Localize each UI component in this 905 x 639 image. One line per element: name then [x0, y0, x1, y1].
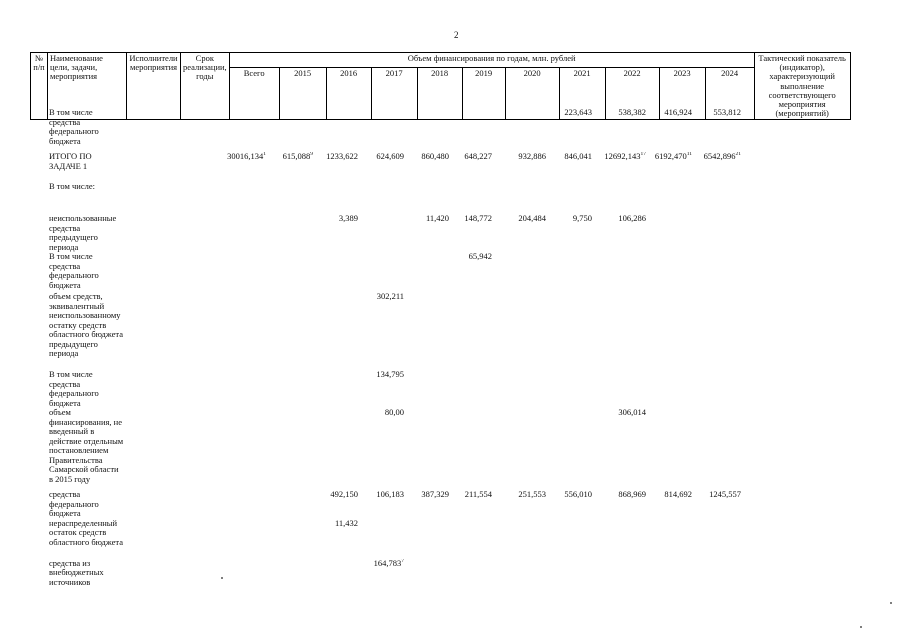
- year-value-cell: [270, 214, 317, 252]
- year-value-cell: [696, 214, 745, 252]
- year-value-cell-value: 11,420: [425, 214, 449, 223]
- year-value-cell: [362, 252, 408, 292]
- term-cell: [180, 108, 220, 152]
- total-cell: [220, 152, 270, 182]
- year-value-cell-value: 553,812: [713, 108, 741, 117]
- year-value-cell-value: 615,088: [282, 152, 311, 161]
- header-year: 2020: [505, 68, 559, 120]
- year-value-cell: [696, 252, 745, 292]
- row-number-cell: [30, 292, 47, 370]
- year-value-cell: [596, 214, 650, 252]
- year-value-cell: [550, 559, 596, 599]
- footnote-mark: 7: [401, 558, 404, 564]
- row-label-value: неиспользованные средства предыдущего периода: [49, 214, 117, 252]
- year-value-cell: [550, 252, 596, 292]
- year-value-cell: [453, 214, 496, 252]
- table-row: [30, 490, 841, 519]
- year-value-cell: [496, 408, 550, 490]
- year-value-cell: [270, 292, 317, 370]
- term-cell: [180, 519, 220, 559]
- year-value-cell: [270, 490, 317, 519]
- footnote-mark: 9: [310, 152, 313, 157]
- year-value-cell-value: 12692,143: [604, 152, 641, 161]
- year-value-cell: [496, 559, 550, 599]
- year-value-cell: [408, 292, 453, 370]
- header-year: 2018: [417, 68, 462, 120]
- row-number-cell: [30, 490, 47, 519]
- year-value-cell-value: 106,286: [618, 214, 646, 223]
- year-value-cell: [596, 370, 650, 408]
- year-value-cell-value: 538,382: [618, 108, 646, 117]
- table-row: [30, 108, 841, 152]
- indicator-cell: [745, 214, 841, 252]
- total-cell: [220, 252, 270, 292]
- year-value-cell: [317, 182, 362, 214]
- year-value-cell: [596, 252, 650, 292]
- year-value-cell: [650, 370, 696, 408]
- year-value-cell: [696, 408, 745, 490]
- year-value-cell: [317, 559, 362, 599]
- year-value-cell: [496, 182, 550, 214]
- executor-cell: [126, 370, 180, 408]
- year-value-cell: [317, 490, 362, 519]
- year-value-cell: [596, 292, 650, 370]
- year-value-cell: [408, 559, 453, 599]
- row-label: [47, 108, 126, 152]
- term-cell: [180, 252, 220, 292]
- year-value-cell: [317, 519, 362, 559]
- year-value-cell-value: 860,480: [421, 152, 449, 161]
- indicator-cell: [745, 490, 841, 519]
- year-value-cell: [408, 519, 453, 559]
- year-value-cell: [696, 370, 745, 408]
- row-number-cell: [30, 108, 47, 152]
- year-value-cell: [496, 292, 550, 370]
- year-value-cell: [270, 182, 317, 214]
- year-value-cell: [362, 214, 408, 252]
- table-row: [30, 519, 841, 559]
- year-value-cell-value: 65,942: [468, 252, 492, 262]
- year-value-cell: [317, 408, 362, 490]
- year-value-cell: [550, 214, 596, 252]
- header-year: 2024: [705, 68, 754, 120]
- year-value-cell-value: 648,227: [464, 152, 492, 161]
- row-number-cell: [30, 408, 47, 490]
- year-value-cell: [650, 252, 696, 292]
- term-cell: [180, 408, 220, 490]
- row-number-cell: [30, 182, 47, 214]
- row-label: [47, 152, 126, 182]
- indicator-cell: [745, 108, 841, 152]
- year-value-cell: [270, 519, 317, 559]
- year-value-cell: [362, 490, 408, 519]
- year-value-cell: [362, 152, 408, 182]
- year-value-cell-value: 134,795: [376, 370, 404, 380]
- header-year: 2021: [559, 68, 605, 120]
- scan-speck: [860, 626, 862, 628]
- year-value-cell: [650, 292, 696, 370]
- year-value-cell: [596, 519, 650, 559]
- year-value-cell: [270, 252, 317, 292]
- executor-cell: [126, 408, 180, 490]
- term-cell: [180, 559, 220, 599]
- header-num: № п/п: [31, 53, 48, 120]
- indicator-cell: [745, 370, 841, 408]
- row-label-value: средства федерального бюджета: [49, 490, 99, 519]
- year-value-cell: [408, 108, 453, 152]
- footnote-mark: 21: [735, 152, 741, 157]
- header-year: 2015: [279, 68, 326, 120]
- year-value-cell: [453, 370, 496, 408]
- header-name: Наименование цели, задачи, мероприятия: [48, 53, 127, 120]
- total-cell: [220, 559, 270, 599]
- year-value-cell-value: 3,389: [338, 214, 358, 223]
- total-cell: [220, 292, 270, 370]
- year-value-cell: [408, 152, 453, 182]
- table-row: [30, 252, 841, 292]
- year-value-cell-value: 302,211: [376, 292, 404, 302]
- total-cell-value: 30016,134: [227, 152, 264, 161]
- year-value-cell: [550, 370, 596, 408]
- term-cell: [180, 370, 220, 408]
- year-value-cell: [596, 182, 650, 214]
- total-cell: [220, 408, 270, 490]
- executor-cell: [126, 108, 180, 152]
- year-value-cell: [550, 408, 596, 490]
- year-value-cell-value: 868,969: [618, 490, 646, 500]
- row-label-value: нераспределенный остаток средств областного бюджета: [49, 518, 124, 547]
- year-value-cell: [550, 108, 596, 152]
- year-value-cell: [696, 108, 745, 152]
- year-value-cell: [270, 108, 317, 152]
- year-value-cell: [696, 559, 745, 599]
- year-value-cell: [408, 490, 453, 519]
- year-value-cell: [650, 519, 696, 559]
- year-value-cell-value: 6542,896: [703, 152, 736, 161]
- executor-cell: [126, 182, 180, 214]
- row-label-value: В том числе:: [49, 182, 95, 191]
- year-value-cell: [270, 152, 317, 182]
- year-value-cell: [408, 182, 453, 214]
- row-number-cell: [30, 519, 47, 559]
- year-value-cell-value: 1233,622: [326, 152, 358, 161]
- year-value-cell: [496, 152, 550, 182]
- year-value-cell: [550, 182, 596, 214]
- table-row: [30, 408, 841, 490]
- term-cell: [180, 214, 220, 252]
- year-value-cell: [650, 152, 696, 182]
- row-label: [47, 292, 126, 370]
- table-row: [30, 559, 841, 599]
- header-year: 2023: [659, 68, 705, 120]
- year-value-cell-value: 106,183: [376, 490, 404, 500]
- year-value-cell-value: 204,484: [518, 214, 546, 223]
- year-value-cell-value: 6192,470: [654, 152, 687, 161]
- indicator-cell: [745, 152, 841, 182]
- indicator-cell: [745, 182, 841, 214]
- year-value-cell: [362, 108, 408, 152]
- total-cell: [220, 214, 270, 252]
- term-cell: [180, 152, 220, 182]
- year-value-cell: [453, 490, 496, 519]
- year-value-cell: [696, 152, 745, 182]
- table-row: [30, 182, 841, 214]
- header-total: Всего: [229, 68, 279, 120]
- year-value-cell-value: 624,609: [376, 152, 404, 161]
- year-value-cell: [362, 370, 408, 408]
- row-number-cell: [30, 152, 47, 182]
- executor-cell: [126, 214, 180, 252]
- year-value-cell-value: 80,00: [384, 408, 404, 418]
- footnote-mark: 17: [640, 152, 646, 157]
- term-cell: [180, 490, 220, 519]
- year-value-cell: [650, 108, 696, 152]
- year-value-cell: [453, 108, 496, 152]
- year-value-cell-value: 1245,557: [709, 490, 741, 500]
- year-value-cell: [596, 490, 650, 519]
- year-value-cell: [317, 152, 362, 182]
- total-cell: [220, 182, 270, 214]
- row-label-value: В том числе средства федерального бюджета: [49, 370, 99, 408]
- year-value-cell: [453, 182, 496, 214]
- year-value-cell: [453, 252, 496, 292]
- year-value-cell: [408, 252, 453, 292]
- year-value-cell-value: 492,150: [330, 490, 358, 500]
- year-value-cell: [650, 182, 696, 214]
- year-value-cell: [696, 292, 745, 370]
- year-value-cell: [496, 519, 550, 559]
- indicator-cell: [745, 252, 841, 292]
- header-year: 2016: [326, 68, 371, 120]
- year-value-cell-value: 223,643: [564, 108, 592, 117]
- year-value-cell: [596, 152, 650, 182]
- year-value-cell-value: 306,014: [618, 408, 646, 418]
- year-value-cell: [696, 490, 745, 519]
- year-value-cell: [317, 292, 362, 370]
- row-label-value: объем средств, эквивалентный неиспользованному остатку средств областного бюджета предыдущего периода: [49, 292, 124, 359]
- total-cell: [220, 519, 270, 559]
- indicator-cell: [745, 408, 841, 490]
- row-label: [47, 408, 126, 490]
- page-number: 2: [454, 30, 459, 40]
- year-value-cell: [550, 519, 596, 559]
- year-value-cell: [362, 408, 408, 490]
- year-value-cell: [317, 370, 362, 408]
- executor-cell: [126, 559, 180, 599]
- table-row: [30, 292, 841, 370]
- row-label-value: В том числе средства федерального бюджета: [49, 252, 99, 290]
- year-value-cell: [650, 490, 696, 519]
- year-value-cell: [453, 559, 496, 599]
- year-value-cell: [362, 559, 408, 599]
- year-value-cell: [362, 182, 408, 214]
- year-value-cell-value: 211,554: [464, 490, 492, 500]
- year-value-cell: [596, 408, 650, 490]
- year-value-cell: [596, 108, 650, 152]
- table-row: [30, 152, 841, 182]
- year-value-cell-value: 11,432: [334, 518, 358, 528]
- year-value-cell: [696, 182, 745, 214]
- year-value-cell: [270, 408, 317, 490]
- row-label: [47, 559, 126, 599]
- table-row: [30, 214, 841, 252]
- row-label: [47, 370, 126, 408]
- term-cell: [180, 182, 220, 214]
- term-cell: [180, 292, 220, 370]
- table-row: [30, 370, 841, 408]
- year-value-cell: [453, 519, 496, 559]
- footnote-mark: 11: [686, 152, 692, 157]
- year-value-cell: [270, 370, 317, 408]
- year-value-cell: [496, 490, 550, 519]
- year-value-cell: [362, 292, 408, 370]
- table-body: [30, 108, 841, 599]
- year-value-cell: [696, 519, 745, 559]
- year-value-cell: [408, 214, 453, 252]
- year-value-cell: [650, 214, 696, 252]
- row-number-cell: [30, 370, 47, 408]
- row-number-cell: [30, 252, 47, 292]
- year-value-cell: [408, 370, 453, 408]
- year-value-cell: [596, 559, 650, 599]
- row-label: [47, 182, 126, 214]
- indicator-cell: [745, 292, 841, 370]
- indicator-cell: [745, 519, 841, 559]
- row-label-value: ИТОГО ПО ЗАДАЧЕ 1: [49, 152, 92, 171]
- year-value-cell: [650, 408, 696, 490]
- row-label-value: средства из внебюджетных источников: [49, 558, 104, 587]
- header-year: 2019: [462, 68, 505, 120]
- year-value-cell: [496, 214, 550, 252]
- year-value-cell: [453, 152, 496, 182]
- year-value-cell: [550, 152, 596, 182]
- row-number-cell: [30, 559, 47, 599]
- executor-cell: [126, 490, 180, 519]
- year-value-cell-value: 251,553: [518, 490, 546, 500]
- year-value-cell: [453, 292, 496, 370]
- year-value-cell: [496, 370, 550, 408]
- year-value-cell: [453, 408, 496, 490]
- year-value-cell: [362, 519, 408, 559]
- year-value-cell-value: 556,010: [564, 490, 592, 500]
- header-term: Срок реализации, годы: [181, 53, 230, 120]
- executor-cell: [126, 252, 180, 292]
- scan-speck: [890, 602, 892, 604]
- year-value-cell-value: 846,041: [564, 152, 592, 161]
- row-label: [47, 519, 126, 559]
- year-value-cell-value: 148,772: [464, 214, 492, 223]
- year-value-cell-value: 416,924: [664, 108, 692, 117]
- year-value-cell-value: 932,886: [518, 152, 546, 161]
- header-indicator: Тактический показатель (индикатор), характеризующий выполнение соответствующего мероприятия (мероприятий): [754, 53, 850, 120]
- year-value-cell: [550, 490, 596, 519]
- year-value-cell-value: 814,692: [664, 490, 692, 500]
- row-number-cell: [30, 214, 47, 252]
- row-label: [47, 490, 126, 519]
- row-label-value: В том числе средства федерального бюджета: [49, 108, 99, 146]
- row-label-value: объем финансирования, не введенный в действие отдельным постановлением Правительства Самарской области в 2015 году: [49, 408, 124, 484]
- year-value-cell: [317, 252, 362, 292]
- scan-speck: [221, 577, 223, 579]
- year-value-cell: [496, 252, 550, 292]
- year-value-cell: [317, 108, 362, 152]
- year-value-cell: [650, 559, 696, 599]
- row-label: [47, 214, 126, 252]
- year-value-cell: [550, 292, 596, 370]
- executor-cell: [126, 519, 180, 559]
- total-cell: [220, 370, 270, 408]
- year-value-cell: [270, 559, 317, 599]
- year-value-cell-value: 9,750: [572, 214, 592, 223]
- header-executors: Исполнители мероприятия: [127, 53, 181, 120]
- total-cell: [220, 490, 270, 519]
- year-value-cell: [496, 108, 550, 152]
- executor-cell: [126, 152, 180, 182]
- total-cell: [220, 108, 270, 152]
- year-value-cell: [317, 214, 362, 252]
- year-value-cell-value: 164,783: [373, 558, 402, 568]
- year-value-cell-value: 387,329: [421, 490, 449, 500]
- footnote-mark: 1: [263, 152, 266, 157]
- header-year: 2022: [605, 68, 659, 120]
- header-funding-title: Объем финансирования по годам, млн. рублей: [229, 53, 754, 68]
- executor-cell: [126, 292, 180, 370]
- indicator-cell: [745, 559, 841, 599]
- row-label: [47, 252, 126, 292]
- year-value-cell: [408, 408, 453, 490]
- header-year: 2017: [371, 68, 417, 120]
